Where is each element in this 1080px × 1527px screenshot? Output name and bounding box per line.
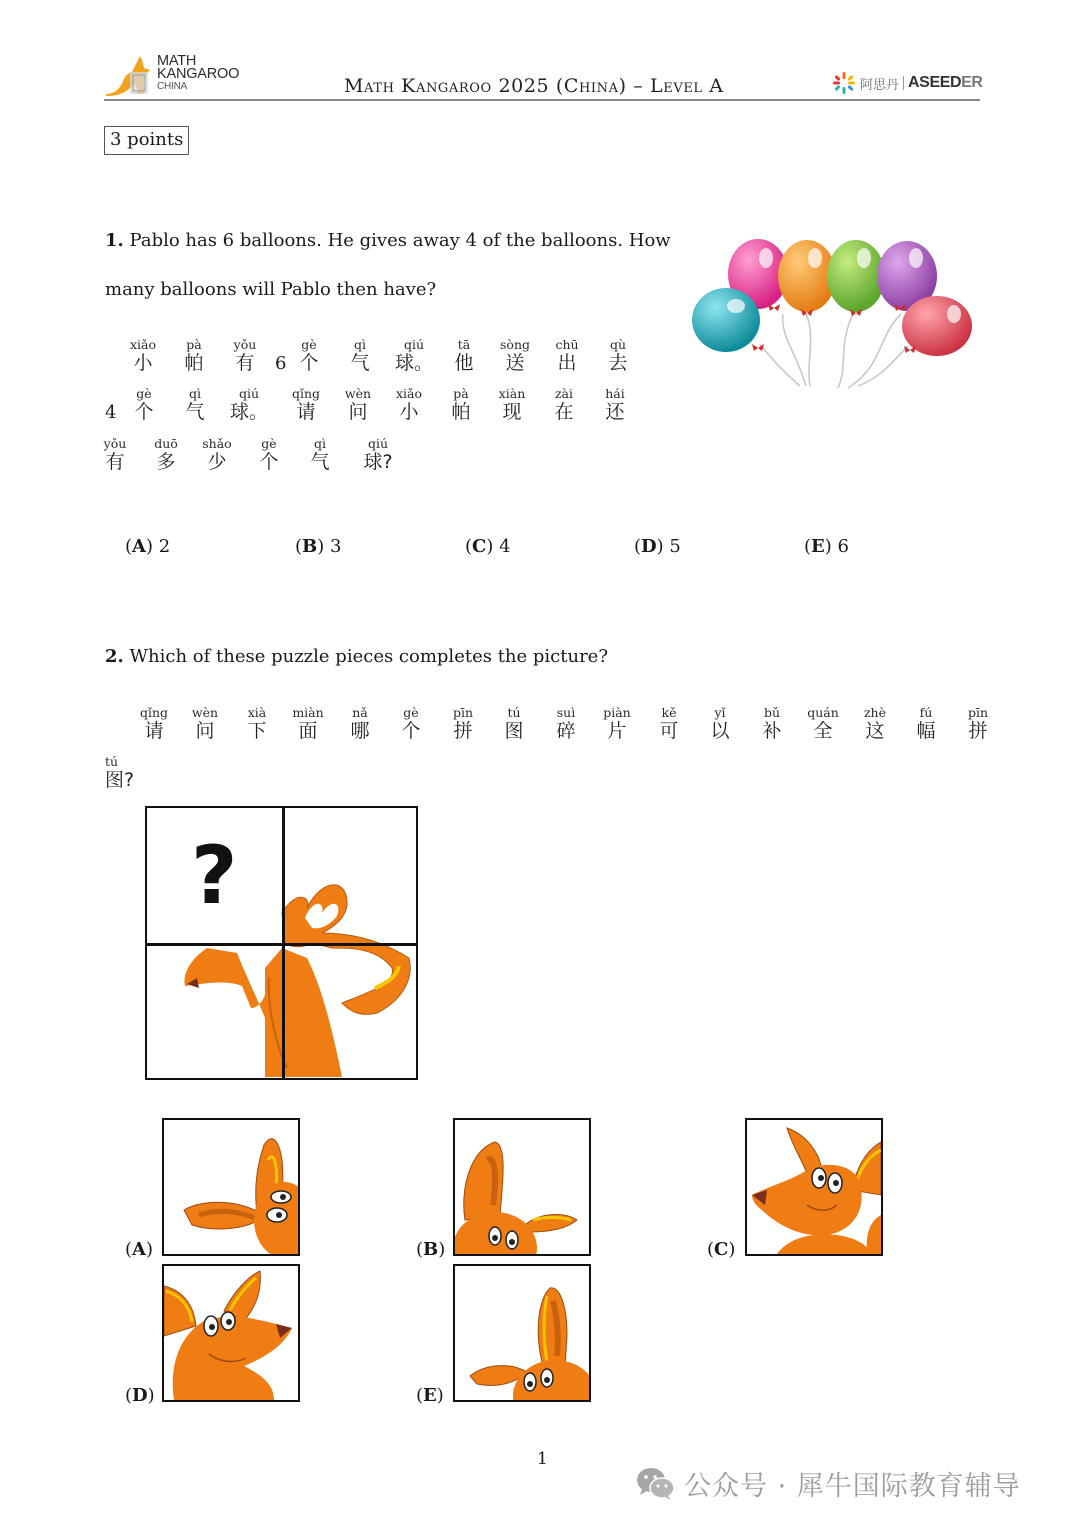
pinyin-char: pīn 拼 [967, 705, 989, 742]
question-2-number: 2. [105, 646, 124, 667]
number-four: 4 [105, 402, 117, 423]
logo-divider [903, 76, 904, 90]
wechat-icon [636, 1467, 676, 1501]
q1-option-e[interactable]: (E) 6 [804, 536, 849, 557]
question-2-text: 2. Which of these puzzle pieces completes the picture? [105, 646, 608, 667]
pinyin-char: tú 图 [504, 705, 524, 742]
kangaroo-piece-e-image [455, 1266, 589, 1400]
pinyin-char: quán 全 [807, 705, 839, 742]
pinyin-char: hái 还 [605, 386, 625, 423]
kangaroo-logo-icon [104, 54, 156, 98]
pinyin-char: bǔ 补 [762, 705, 782, 742]
kangaroo-piece-d-image [164, 1266, 298, 1400]
q1-option-a[interactable]: (A) 2 [125, 536, 171, 557]
logo-line-math: MATH [157, 53, 197, 69]
pinyin-char: qì 气 [310, 436, 330, 473]
pinyin-char: nǎ 哪 [350, 705, 370, 742]
watermark-text: 公众号 · 犀牛国际教育辅导 [684, 1471, 1021, 1502]
q2-option-c-piece[interactable] [745, 1118, 883, 1256]
pinyin-char: qǐng 请 [291, 386, 321, 423]
q2-option-e-label[interactable]: (E) [416, 1385, 444, 1406]
pinyin-char: sòng 送 [500, 337, 530, 374]
aseeder-chinese-name: 阿思丹 [860, 77, 900, 93]
q1-option-b[interactable]: (B) 3 [295, 536, 342, 557]
pinyin-char: wèn 问 [191, 705, 219, 742]
pinyin-char: piàn 片 [603, 705, 631, 742]
pinyin-char: xià 下 [247, 705, 267, 742]
wechat-watermark [636, 1464, 1021, 1503]
pinyin-char: xiǎo 小 [129, 337, 157, 374]
pinyin-char: tú 图? [105, 754, 135, 791]
pinyin-char: qiú 球。 [229, 386, 268, 423]
logo-line-kangaroo: KANGAROO [157, 66, 240, 82]
pinyin-char: qì 气 [185, 386, 205, 423]
missing-piece-question-mark: ? [191, 829, 238, 922]
logo-line-china: CHINA [157, 81, 188, 92]
q2-option-a-label[interactable]: (A) [125, 1239, 154, 1260]
points-section-label: 3 points [104, 126, 189, 155]
q2-option-d-label[interactable]: (D) [125, 1385, 155, 1406]
pinyin-char: suì 碎 [556, 705, 576, 742]
pinyin-char: yǐ 以 [710, 705, 730, 742]
page-header-title: Math Kangaroo 2025 (China) – Level A [344, 75, 724, 97]
pinyin-char: pīn 拼 [452, 705, 474, 742]
math-kangaroo-china-logo [104, 54, 244, 98]
header-rule [104, 99, 980, 101]
pinyin-char: fú 幅 [916, 705, 936, 742]
balloon-teal [692, 288, 760, 352]
puzzle-grid [145, 806, 418, 1080]
pinyin-char: gè 个 [259, 436, 279, 473]
balloon-red [902, 296, 972, 356]
pinyin-char: zài 在 [554, 386, 574, 423]
balloon-green [827, 240, 885, 312]
q2-option-b-label[interactable]: (B) [416, 1239, 446, 1260]
pinyin-char: pà 帕 [451, 386, 471, 423]
question-1-text-line2: many balloons will Pablo then have? [105, 279, 437, 300]
pinyin-char: qì 气 [350, 337, 370, 374]
pinyin-char: qiú 球。 [394, 337, 433, 374]
pinyin-char: xiàn 现 [498, 386, 526, 423]
pinyin-char: miàn 面 [292, 705, 324, 742]
pinyin-char: pà 帕 [184, 337, 204, 374]
pinyin-char: duō 多 [154, 436, 178, 473]
pinyin-char: gè 个 [401, 705, 421, 742]
kangaroo-piece-a-image [164, 1120, 298, 1254]
page-number: 1 [537, 1449, 548, 1469]
pinyin-char: kě 可 [659, 705, 679, 742]
q2-option-c-label[interactable]: (C) [707, 1239, 736, 1260]
kangaroo-piece-c-image [747, 1120, 881, 1254]
aseeder-english-name: ASEEDER [908, 74, 983, 91]
pinyin-char: wèn 问 [344, 386, 372, 423]
pinyin-char: qù 去 [608, 337, 628, 374]
aseeder-logo [832, 70, 983, 96]
q1-option-d[interactable]: (D) 5 [634, 536, 681, 557]
q2-option-b-piece[interactable] [453, 1118, 591, 1256]
pinyin-char: tā 他 [454, 337, 474, 374]
pinyin-char: xiǎo 小 [395, 386, 423, 423]
pinyin-char: zhè 这 [863, 705, 887, 742]
aseeder-spark-icon [832, 71, 856, 95]
question-1-text-line1: 1. Pablo has 6 balloons. He gives away 4 of the balloons. How [105, 230, 671, 251]
balloons-image [688, 236, 978, 396]
pinyin-char: qiú 球? [363, 436, 393, 473]
pinyin-char: gè 个 [299, 337, 319, 374]
kangaroo-piece-b-image [455, 1120, 589, 1254]
pinyin-char: qǐng 请 [139, 705, 169, 742]
q1-option-c[interactable]: (C) 4 [465, 536, 511, 557]
pinyin-char: chū 出 [555, 337, 579, 374]
pinyin-char: yǒu 有 [233, 337, 257, 374]
pinyin-char: yǒu 有 [103, 436, 127, 473]
grid-divider-horizontal [147, 943, 416, 946]
pinyin-char: gè 个 [134, 386, 154, 423]
q2-option-a-piece[interactable] [162, 1118, 300, 1256]
q2-option-e-piece[interactable] [453, 1264, 591, 1402]
pinyin-char: shǎo 少 [202, 436, 232, 473]
question-1-number: 1. [105, 230, 124, 251]
number-six: 6 [275, 353, 287, 374]
q2-option-d-piece[interactable] [162, 1264, 300, 1402]
